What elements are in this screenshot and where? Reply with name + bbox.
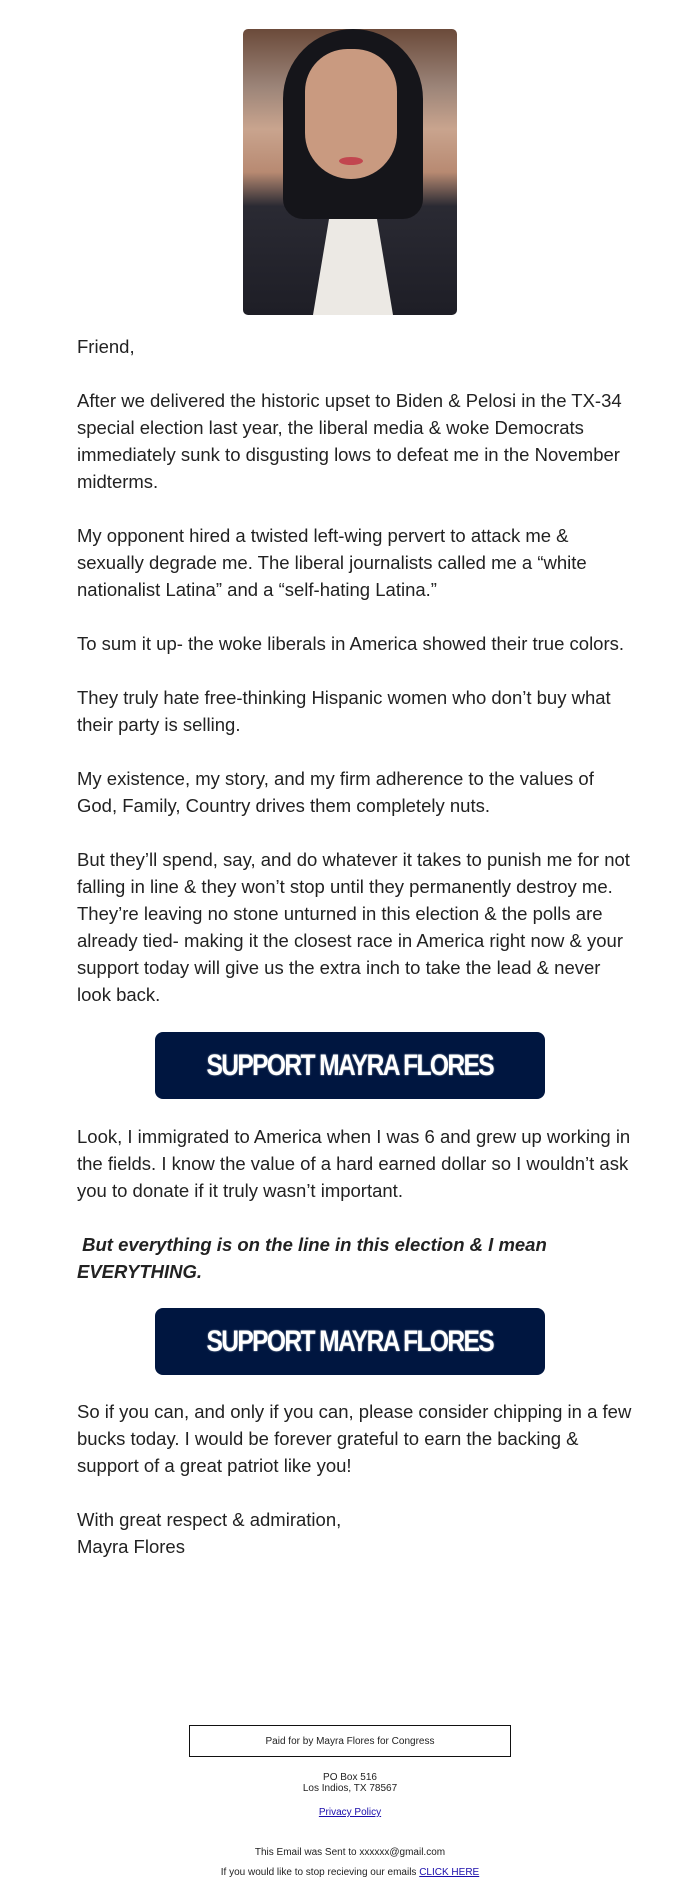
paragraph: They truly hate free-thinking Hispanic women who don’t buy what their party is selling. bbox=[77, 687, 611, 735]
paragraph: But they’ll spend, say, and do whatever it takes to punish me for not falling in line & they won’t stop until they permanently destroy me. They’re leaving no stone unturned in this election & the polls are already tied- making it the closest race in America right now & your support today will give us the extra inch to take the lead & never look back. bbox=[77, 849, 630, 1005]
paragraph: My existence, my story, and my firm adherence to the values of God, Family, Country drives them completely nuts. bbox=[77, 768, 594, 816]
photo-shirt bbox=[313, 219, 393, 315]
address bbox=[0, 1772, 700, 1794]
email-body-middle bbox=[77, 1123, 633, 1285]
privacy-policy-link[interactable]: Privacy Policy bbox=[318, 1807, 382, 1818]
photo-lips bbox=[339, 157, 363, 165]
greeting: Friend, bbox=[77, 336, 135, 357]
emphasis-paragraph: But everything is on the line in this election & I mean EVERYTHING. bbox=[77, 1234, 552, 1282]
address-line-2: Los Indios, TX 78567 bbox=[302, 1783, 398, 1794]
paid-for-box bbox=[189, 1725, 511, 1757]
address-line-1: PO Box 516 bbox=[323, 1772, 377, 1783]
email-body-end bbox=[77, 1398, 633, 1560]
unsubscribe-line bbox=[0, 1867, 700, 1878]
sent-to: This Email was Sent to xxxxxx@gmail.com bbox=[254, 1847, 446, 1858]
support-button-2[interactable] bbox=[155, 1308, 545, 1375]
paragraph: To sum it up- the woke liberals in America showed their true colors. bbox=[77, 633, 625, 654]
unsubscribe-link[interactable]: CLICK HERE bbox=[419, 1867, 480, 1878]
paid-for-text: Paid for by Mayra Flores for Congress bbox=[265, 1735, 435, 1747]
paragraph: Look, I immigrated to America when I was 6 and grew up working in the fields. I know the value of a hard earned dollar so I wouldn’t ask you to donate if it truly wasn’t important. bbox=[77, 1126, 631, 1201]
email-body bbox=[77, 333, 633, 1008]
support-button-label: SUPPORT MAYRA FLORES bbox=[206, 1048, 494, 1082]
signature: Mayra Flores bbox=[77, 1536, 185, 1557]
unsubscribe-text: If you would like to stop recieving our emails bbox=[220, 1867, 420, 1878]
signoff: With great respect & admiration, bbox=[77, 1509, 342, 1530]
candidate-photo bbox=[243, 29, 457, 315]
paragraph: My opponent hired a twisted left-wing pervert to attack me & sexually degrade me. The liberal journalists called me a “white nationalist Latina” and a “self-hating Latina.” bbox=[77, 525, 587, 600]
paragraph: After we delivered the historic upset to Biden & Pelosi in the TX-34 special election last year, the liberal media & woke Democrats immediately sunk to disgusting lows to defeat me in the November midterms. bbox=[77, 390, 622, 492]
paragraph: So if you can, and only if you can, please consider chipping in a few bucks today. I would be forever grateful to earn the backing & support of a great patriot like you! bbox=[77, 1401, 632, 1476]
support-button-1[interactable] bbox=[155, 1032, 545, 1099]
support-button-label: SUPPORT MAYRA FLORES bbox=[206, 1324, 494, 1358]
